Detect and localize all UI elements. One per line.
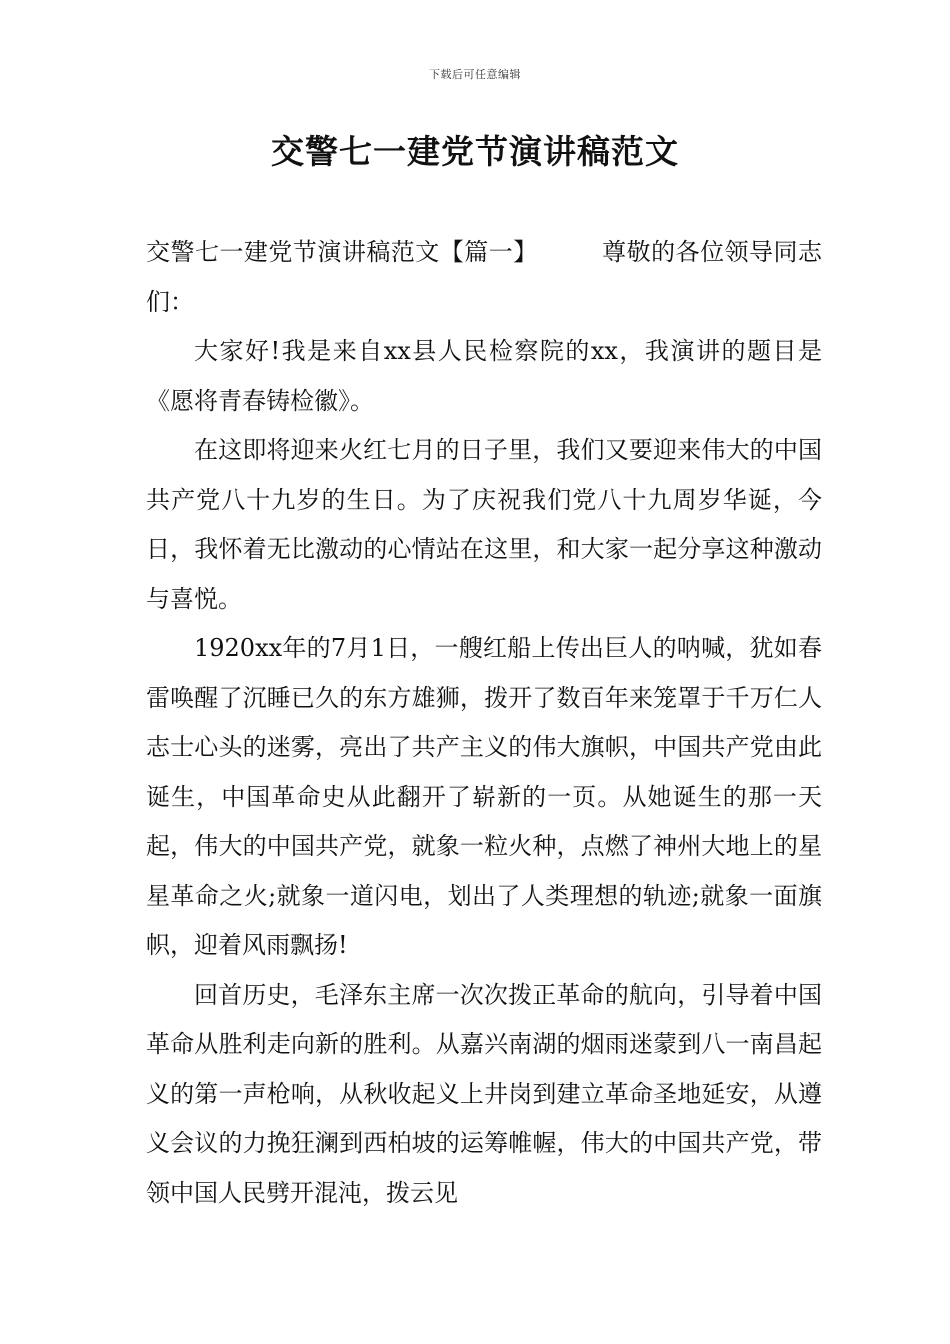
section-heading: 交警七一建党节演讲稿范文【篇一】	[146, 238, 538, 266]
document-body	[146, 228, 822, 1218]
salutation: 尊敬的各位领导同志们：	[146, 238, 823, 316]
header-note: 下载后可任意编辑	[429, 68, 521, 81]
document-title: 交警七一建党节演讲稿范文	[271, 132, 679, 171]
paragraph-1: 大家好!我是来自xx县人民检察院的xx，我演讲的题目是《愿将青春铸检徽》。	[146, 337, 822, 415]
lead-paragraph	[146, 228, 822, 327]
paragraph-4: 回首历史，毛泽东主席一次次拨正革命的航向，引导着中国革命从胜利走向新的胜利。从嘉兴南湖的烟雨迷蒙到八一南昌起义的第一声枪响，从秋收起义上井岗到建立革命圣地延安，从遵义会议的力挽狂澜到西柏坡的运筹帷幄，伟大的中国共产党，带领中国人民劈开混沌，拨云见	[146, 980, 822, 1207]
paragraph-2: 在这即将迎来火红七月的日子里，我们又要迎来伟大的中国共产党八十九岁的生日。为了庆祝我们党八十九周岁华诞，今日，我怀着无比激动的心情站在这里，和大家一起分享这种激动与喜悦。	[146, 436, 822, 613]
paragraph-3: 1920xx年的7月1日，一艘红船上传出巨人的呐喊，犹如春雷唤醒了沉睡已久的东方雄狮，拨开了数百年来笼罩于千万仁人志士心头的迷雾，亮出了共产主义的伟大旗帜，中国共产党由此诞生，中国革命史从此翻开了崭新的一页。从她诞生的那一天起，伟大的中国共产党，就象一粒火种，点燃了神州大地上的星星革命之火;就象一道闪电，划出了人类理想的轨迹;就象一面旗帜，迎着风雨飘扬!	[146, 634, 822, 959]
